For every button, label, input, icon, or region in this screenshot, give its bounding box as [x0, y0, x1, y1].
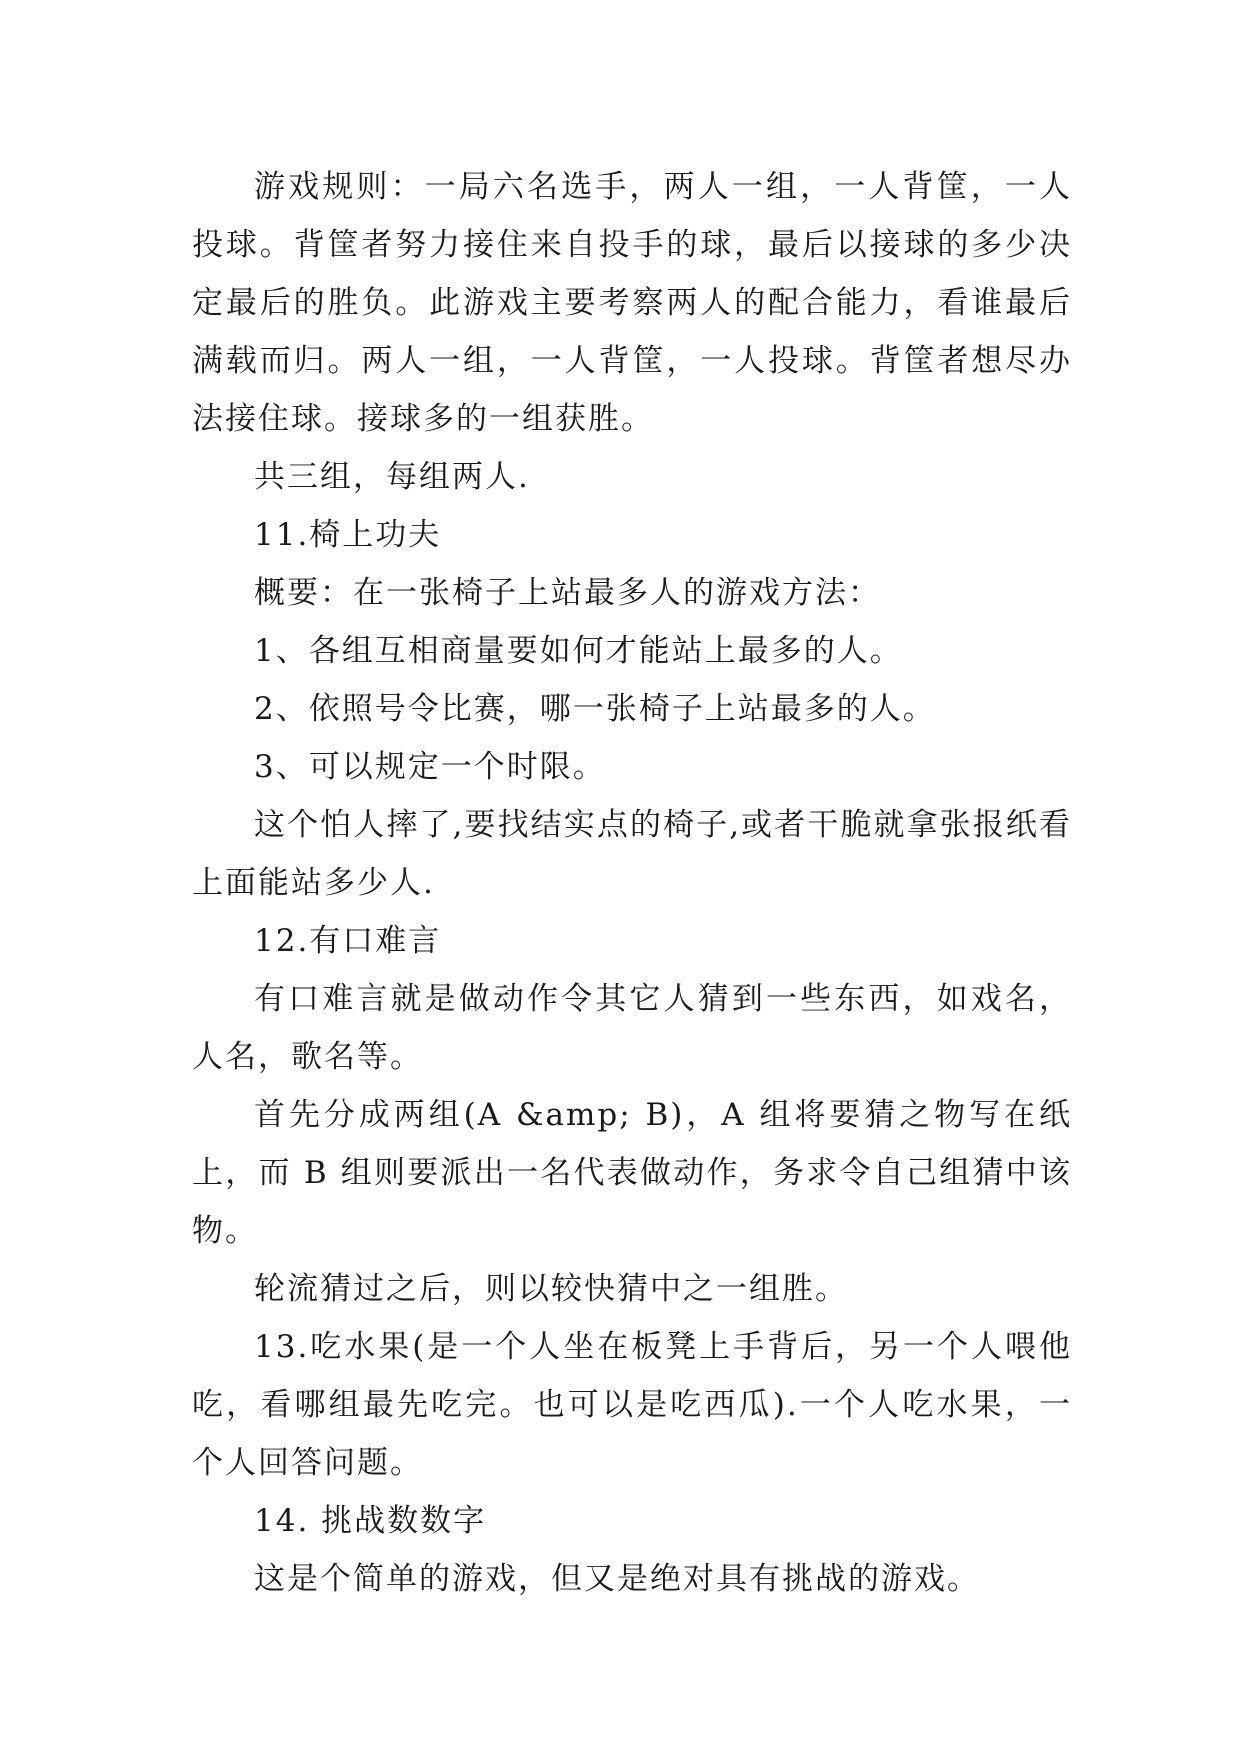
paragraph-summary: 概要：在一张椅子上站最多人的游戏方法：	[254, 575, 881, 611]
heading-game-11: 11.椅上功夫	[254, 517, 442, 553]
list-item-3: 3、可以规定一个时限。	[254, 749, 606, 785]
paragraph-challenge: 这是个简单的游戏，但又是绝对具有挑战的游戏。	[254, 1561, 980, 1597]
paragraph-winner: 轮流猜过之后，则以较快猜中之一组胜。	[254, 1271, 848, 1307]
paragraph-note: 这个怕人摔了,要找结实点的椅子,或者干脆就拿张报纸看上面能站多少人.	[192, 807, 1072, 901]
list-item-1: 1、各组互相商量要如何才能站上最多的人。	[254, 633, 903, 669]
paragraph-groups: 共三组，每组两人.	[254, 459, 530, 495]
paragraph-rules: 游戏规则：一局六名选手，两人一组，一人背筐，一人投球。背筐者努力接住来自投手的球，最后以接球的多少决定最后的胜负。此游戏主要考察两人的配合能力，看谁最后满载而归。两人一组，一人背筐，一人投球。背筐者想尽办法接住球。接球多的一组获胜。	[192, 169, 1072, 437]
heading-game-13: 13.吃水果(是一个人坐在板凳上手背后，另一个人喂他吃，看哪组最先吃完。也可以是吃西瓜).一个人吃水果，一个人回答问题。	[192, 1329, 1072, 1481]
heading-game-12: 12.有口难言	[254, 923, 442, 959]
heading-game-14: 14. 挑战数数字	[254, 1503, 487, 1539]
document-body	[192, 158, 1072, 1608]
list-item-2: 2、依照号令比赛，哪一张椅子上站最多的人。	[254, 691, 936, 727]
paragraph-teams: 首先分成两组(A &amp; B)，A 组将要猜之物写在纸上，而 B 组则要派出一名代表做动作，务求令自己组猜中该物。	[192, 1097, 1072, 1249]
paragraph-charades: 有口难言就是做动作令其它人猜到一些东西，如戏名，人名，歌名等。	[192, 981, 1072, 1075]
